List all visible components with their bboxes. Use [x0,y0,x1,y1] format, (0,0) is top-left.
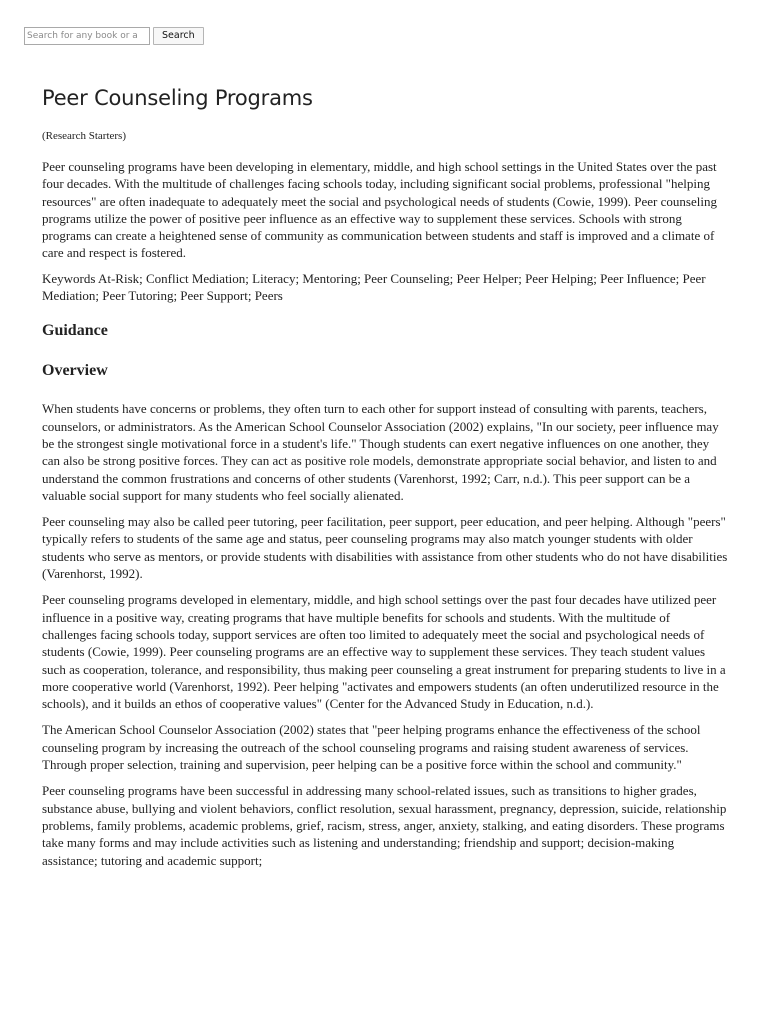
heading-overview: Overview [42,362,108,380]
body-paragraph: Peer counseling programs have been successful in addressing many school-related issues, such as transitions to higher grades, substance abuse, bullying and violent behaviors, conflict resolution, sexual harassment, pregnancy, depression, suicide, relationship problems, family problems, academic problems, grief, racism, stress, anger, anxiety, stalking, and eating disorders. These programs take many forms and may include activities such as listening and understanding; friendship and support; decision-making assistance; tutoring and academic support; [42,783,727,868]
search-input[interactable] [24,27,150,45]
search-bar [24,27,204,45]
body-paragraph: Peer counseling programs developed in elementary, middle, and high school settings over the past four decades have utilized peer influence in a positive way, creating programs that have multiple benefits for schools and students. With the multitude of challenges facing schools today, support services are often too limited to adequately meet the social and psychological needs of students (Cowie, 1999). Peer counseling programs are an effective way to supplement these services. They teach student values such as cooperation, tolerance, and responsibility, thus making peer counseling a great instrument for preparing students to live in a more cooperative world (Varenhorst, 1992). Peer helping "activates and empowers students (an often underutilized resource in the schools), and it builds an ethos of cooperative values" (Center for the Advanced Study in Education, n.d.). [42,592,726,712]
page-title: Peer Counseling Programs [42,86,313,110]
body-paragraph: The American School Counselor Association (2002) states that "peer helping programs enhance the effectiveness of the school counseling program by increasing the outreach of the school counseling programs and raising student awareness of services. Through proper selection, training and supervision, peer helping can be a positive force within the school and community." [42,722,701,773]
intro-paragraph: Peer counseling programs have been developing in elementary, middle, and high school settings in the United States over the past four decades. With the multitude of challenges facing schools today, including significant social problems, professional "helping resources" are often inadequate to adequately meet the social and psychological needs of students (Cowie, 1999). Peer counseling programs utilize the power of positive peer influence as an effective way to supplement these services. Schools with strong programs can create a heightened sense of community as communication between students and staff is improved and a climate of care and respect is fostered. [42,159,717,261]
search-button[interactable]: Search [153,27,204,45]
keywords-paragraph: Keywords At-Risk; Conflict Mediation; Literacy; Mentoring; Peer Counseling; Peer Helper; Peer Helping; Peer Influence; Peer Mediation; Peer Tutoring; Peer Support; Peers [42,270,706,304]
body-paragraph: When students have concerns or problems, they often turn to each other for support instead of consulting with parents, teachers, counselors, or administrators. As the American School Counselor Association (2002) explains, "In our society, peer influence may be the strongest single motivational force in a student's life." Though students can exert negative influences on one another, they can also be strong positive forces. They can act as positive role models, demonstrate appropriate social behavior, and listen to and understand the common frustrations and concerns of other students (Varenhorst, 1992; Carr, n.d.). This peer support can be a valuable social support for many students who feel socially alienated. [42,401,719,503]
article [42,82,728,869]
body-paragraph: Peer counseling may also be called peer tutoring, peer facilitation, peer support, peer education, and peer helping. Although "peers" typically refers to students of the same age and status, peer counseling programs may also match younger students with older students who serve as mentors, or provide students with disabilities with assistance from other students who do not have disabilities (Varenhorst, 1992). [42,514,728,582]
article-subtitle: (Research Starters) [42,130,126,142]
heading-guidance: Guidance [42,322,108,340]
